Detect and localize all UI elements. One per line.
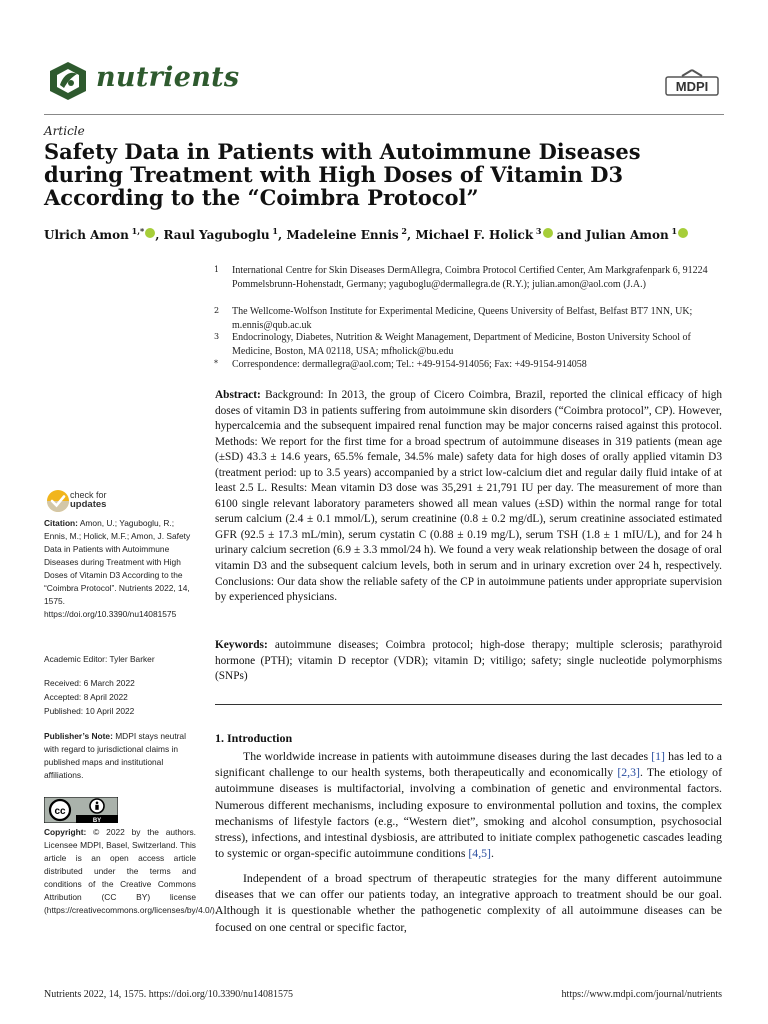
crossmark-icon (44, 487, 72, 515)
orcid-icon[interactable] (145, 228, 155, 238)
check-updates-label-bold: updates (70, 499, 107, 510)
citation-block (44, 517, 196, 621)
author-affiliation-sup: 1 (269, 226, 278, 236)
copyright-label: Copyright: (44, 827, 87, 837)
affiliation-number: 2 (214, 306, 220, 315)
affiliation-number: * (214, 359, 218, 368)
orcid-icon[interactable] (543, 228, 553, 238)
author-affiliation-sup: 1,* (128, 226, 145, 236)
abstract-label: Abstract: (215, 389, 261, 401)
paragraph-text: . (490, 846, 494, 861)
license-badge-text: BY (92, 818, 102, 823)
intro-paragraph-1 (215, 748, 722, 861)
citation-text: Amon, U.; Yaguboglu, R.; Ennis, M.; Holick, M.F.; Amon, J. Safety Data in Patients with Autoimmune Diseases during Treatment with High Doses of Vitamin D3 According to the “Coimbra Protocol”. Nutrients 2022, 14, 1575. https://doi.org/10.3390/nu14081575 (44, 518, 191, 619)
check-for-updates-button[interactable] (44, 487, 164, 517)
cc-by-license-icon[interactable] (44, 797, 118, 823)
publisher-note-text: MDPI stays neutral with regard to jurisdictional claims in published maps and institutional affiliations. (44, 731, 186, 780)
accepted-date: Accepted: 8 April 2022 (44, 692, 128, 702)
keywords-label: Keywords: (215, 639, 268, 651)
affiliation-text: The Wellcome-Wolfson Institute for Experimental Medicine, Queens University of Belfast, Belfast BT7 1NN, UK; m.ennis@qub.ac.uk (232, 306, 693, 331)
author-affiliation-sup: 3 (533, 226, 542, 236)
author-name: Madeleine Ennis (286, 228, 399, 242)
publisher-name: MDPI (675, 79, 709, 94)
footer-citation: Nutrients 2022, 14, 1575. https://doi.org/10.3390/nu14081575 (44, 989, 293, 1000)
author-affiliation-sup: 2 (398, 226, 407, 236)
journal-name: nutrients (96, 62, 240, 93)
mdpi-logo-icon (664, 68, 720, 100)
check-updates-label: check for (70, 490, 107, 500)
section-divider (215, 704, 722, 705)
footer-journal-link[interactable]: https://www.mdpi.com/journal/nutrients (561, 989, 722, 1000)
author-name: Michael F. Holick (415, 228, 534, 242)
affiliation-text: Endocrinology, Diabetes, Nutrition & Weight Management, Department of Medicine, Boston University School of Medicine, Boston, MA 02118, USA; mfholick@bu.edu (232, 332, 691, 357)
affiliation-number: 3 (214, 332, 220, 341)
publisher-note-label: Publisher’s Note: (44, 731, 113, 741)
abstract-text: Background: In 2013, the group of Cicero Coimbra, Brazil, reported the clinical efficacy of high doses of vitamin D3 in patients suffering from autoimmune skin disorders (“Coimbra protocol”, CP). However, hypercalcemia and the subsequent impaired renal function may be major concerns raised against this protocol. Methods: We report for the first time for a broad spectrum of autoimmune diseases in 319 patients (mean age (±SD) 43.3 ± 14.6 years, 65.5% female, 34.5% male) safety data for high doses of orally applied vitamin D3 (treatment period: up to 3.5 years) accompanied by a strict low-calcium diet and regular daily fluid intake of at least 2.5 L. Results: Mean vitamin D3 dose was 35,291 ± 21,791 IU per day. The measurement of more than 6100 single relevant laboratory parameters showed all mean values (±SD) within the normal range for total serum calcium (2.4 ± 0.1 mmol/L), serum creatinine (0.8 ± 0.2 mg/dL), serum creatinine associated estimated GFR (92.5 ± 17.3 mL/min), serum cystatin C (0.88 ± 0.19 mg/L), serum TSH (1.8 ± 1 mIU/L), and for 24 h urinary calcium secretion (6.9 ± 3.3 mmol/24 h). We found a very weak relationship between the dosage of oral vitamin D3 and the subsequent calcium levels, both in serum and in urinary excretion over 24 h, respectively. Conclusions: Our data show the reliable safety of the CP in autoimmune patients under appropriate supervision by experienced physicians. (215, 389, 723, 604)
reference-link[interactable]: [4,5] (468, 846, 491, 861)
published-date: Published: 10 April 2022 (44, 706, 135, 716)
paragraph-text: has led to a significant challenge to our health systems, both therapeutically and economically (215, 749, 722, 780)
reference-link[interactable]: [1] (651, 749, 665, 763)
affiliation-text: International Centre for Skin Diseases DermAllegra, Coimbra Protocol Certified Center, Am Markgrafenpark 6, 91224 Pommelsbrunn-Hohenstadt, Germany; yaguboglu@dermallegra.de (R.Y.); julian.amon@aol.com (J.A.) (232, 265, 708, 290)
paragraph-text: . The etiology of autoimmune diseases is multifactorial, involving a combination of genetic and environmental factors. Numerous different mechanisms, including exposure to environmental pollution and toxins, the complex mechanisms of lifestyle factors (e.g., “Western diet”, smoking and alcohol consumption, psychosocial stress), infections, and intestinal dysbiosis, are attributed to initiate complex pathogenetic cascades leading to systemic or organ-specific autoimmune conditions (215, 765, 722, 861)
svg-text:cc: cc (54, 806, 66, 817)
received-date: Received: 6 March 2022 (44, 678, 135, 688)
nutrients-logo-icon (44, 59, 92, 103)
copyright-block (44, 826, 218, 917)
article-title: Safety Data in Patients with Autoimmune Diseases during Treatment with High Doses of Vitamin D3 According to the “Coimbra Protocol” (44, 139, 641, 210)
paragraph-text: The worldwide increase in patients with autoimmune diseases during the last decades (243, 749, 652, 763)
reference-link[interactable]: [2,3] (617, 765, 640, 780)
keywords-text: autoimmune diseases; Coimbra protocol; high-dose therapy; multiple sclerosis; parathyroid hormone (PTH); vitamin D receptor (VDR); vitamin D; vitiligo; safety; single nucleotide polymorphisms (SNPs) (215, 639, 722, 683)
author-list: Ulrich Amon $^{1,*}$ , Raul Yaguboglu $^1$, Madeleine Ennis $^2$, Michael F. Holick $^3$ and Julian Amon $^1$ (44, 222, 734, 244)
intro-paragraph-2: Independent of a broad spectrum of therapeutic strategies for the many different autoimmune diseases that we can offer our patients today, an integrative approach to treatment should be our goal. Although it is questionable whether the pathogenetic complexity of all autoimmune diseases can be focused on one central or specific factor, (215, 871, 722, 934)
affiliation-number: 1 (214, 265, 220, 274)
author-name: Julian Amon (585, 228, 669, 242)
publisher-note (44, 730, 196, 782)
abstract (215, 388, 722, 606)
section-heading: 1. Introduction (215, 731, 293, 745)
article-type: Article (44, 124, 85, 138)
academic-editor: Academic Editor: Tyler Barker (44, 654, 155, 664)
header-divider (44, 114, 724, 115)
copyright-text: © 2022 by the authors. Licensee MDPI, Basel, Switzerland. This article is an open access article distributed under the terms and conditions of the Creative Commons Attribution (CC BY) license (https://creativecommons.org/licenses/by/4.0/). (44, 827, 218, 915)
citation-label: Citation: (44, 518, 78, 528)
author-name: Ulrich Amon (44, 228, 129, 242)
orcid-icon[interactable] (678, 228, 688, 238)
author-name: Raul Yaguboglu (163, 228, 270, 242)
correspondence-text: Correspondence: dermallegra@aol.com; Tel.: +49-9154-914056; Fax: +49-9154-914058 (232, 359, 587, 370)
keywords (215, 638, 722, 685)
author-affiliation-sup: 1 (668, 226, 678, 236)
